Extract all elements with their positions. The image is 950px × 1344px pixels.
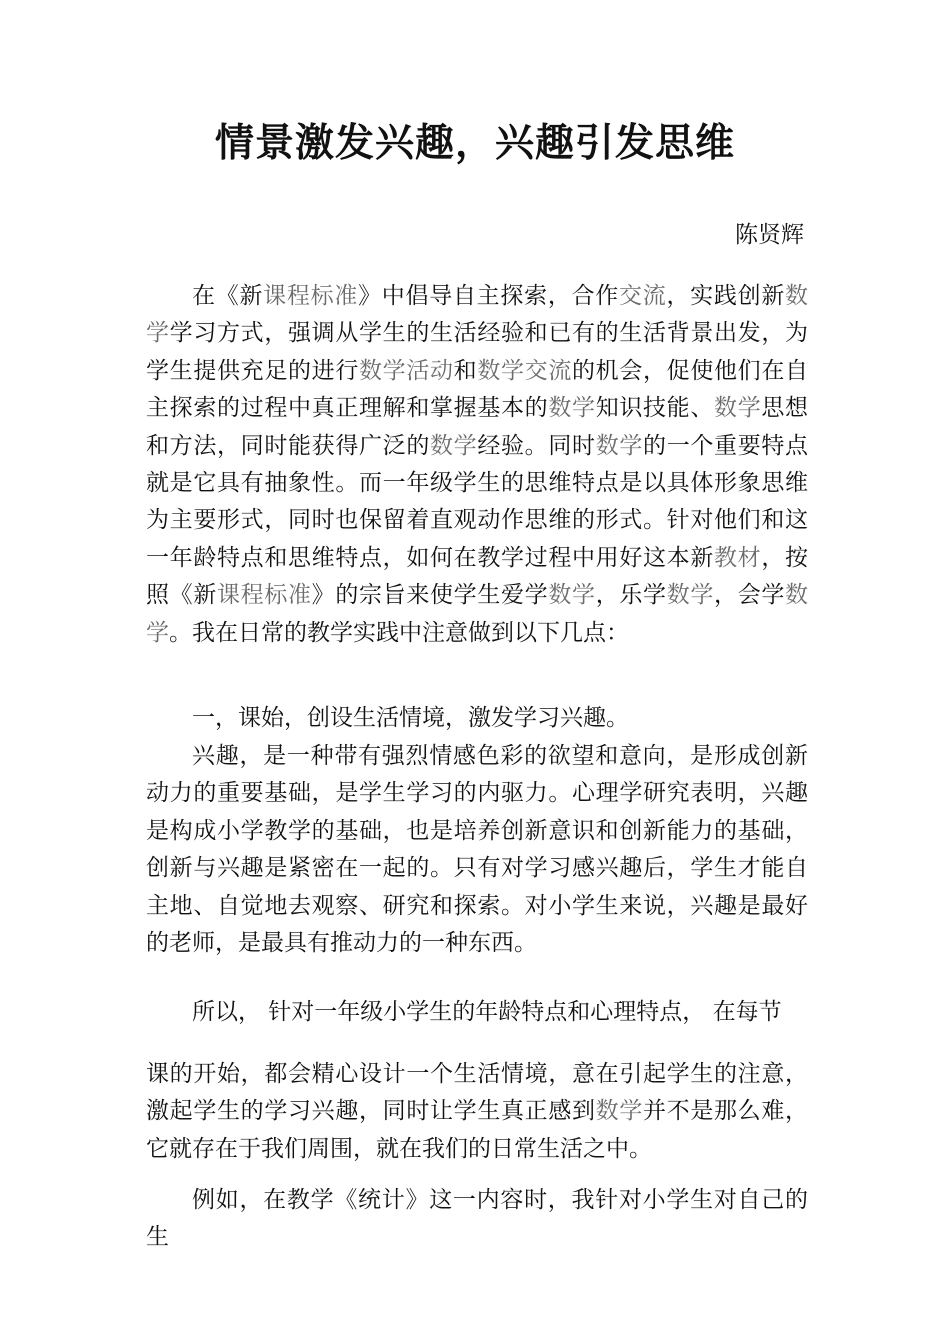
linked-term: 课程标准 xyxy=(263,283,359,309)
linked-term: 数学 xyxy=(146,283,809,347)
linked-term: 课程标准 xyxy=(217,582,312,609)
text-run: ，会学 xyxy=(714,582,786,609)
linked-term: 数学 xyxy=(146,582,809,646)
text-run: 课的开始，都会精心设计一个生活情境，意在引起学生的注意，激起学生的学习兴趣，同时让学生真正感到 xyxy=(146,1061,808,1125)
author-name: 陈贤辉 xyxy=(735,222,804,248)
linked-term: 数学交流 xyxy=(477,357,573,384)
paragraph-therefore-continued xyxy=(146,1056,808,1168)
linked-term: 数学 xyxy=(548,395,596,422)
text-run: 的一个重要特点就是它具有抽象性。而一年级学生的思维特点是以具体形象思维为主要形式，同时也保留着直观动作思维的形式。针对他们和这一年龄特点和思维特点，如何在教学过程中用好这本新 xyxy=(146,432,809,571)
text-run: 经验。同时 xyxy=(477,432,596,459)
text-run: 并不是那么难，它就存在于我们周围，就在我们的日常生活之中。 xyxy=(146,1098,809,1162)
paragraph-example: 例如，在教学《统计》这一内容时，我针对小学生对自己的生 xyxy=(146,1187,808,1251)
paragraph-therefore-line: 所以， 针对一年级小学生的年龄特点和心理特点， 在每节 xyxy=(192,999,782,1025)
linked-term: 教材 xyxy=(714,544,762,571)
linked-term: 数学 xyxy=(666,582,715,609)
linked-term: 数学 xyxy=(595,432,644,459)
text-run: ，按照《新 xyxy=(146,544,809,609)
text-run: ，实践创新 xyxy=(666,283,786,309)
section-heading-1: 一，课始，创设生活情境，激发学习兴趣。 xyxy=(192,705,629,731)
linked-term: 数学 xyxy=(595,1098,644,1125)
text-run: 》中倡导自主探索，合作 xyxy=(358,283,619,309)
paragraph-interest: 兴趣，是一种带有强烈情感色彩的欲望和意向，是形成创新动力的重要基础，是学生学习的内驱力。心理学研究表明，兴趣是构成小学教学的基础，也是培养创新意识和创新能力的基础，创新与兴趣是紧密在一起的。只有对学习感兴趣后，学生才能自主地、自觉地去观察、研究和探索。对小学生来说，兴趣是最好的老师，是最具有推动力的一种东西。 xyxy=(146,743,808,957)
linked-term: 数学 xyxy=(548,582,596,609)
document-title: 情景激发兴趣，兴趣引发思维 xyxy=(214,121,735,166)
text-run: 。我在日常的教学实践中注意做到以下几点： xyxy=(169,619,629,646)
text-run: 在《新 xyxy=(192,283,264,309)
text-run: 》的宗旨来使学生爱学 xyxy=(311,582,549,609)
paragraph-intro xyxy=(146,278,808,652)
text-run: 学习方式，强调从学生的生活经验和已有的生活背景出发，为学生提供充足的进行 xyxy=(146,320,809,384)
text-run: 的机会，促使他们在自主探索的过程中真正理解和掌握基本的 xyxy=(146,357,809,422)
linked-term: 交流 xyxy=(618,283,667,309)
linked-term: 数学 xyxy=(714,395,762,422)
linked-term: 数学活动 xyxy=(359,357,454,384)
text-run: ，乐学 xyxy=(595,582,667,609)
text-run: 知识技能、 xyxy=(595,395,715,422)
text-run: 思想和方法，同时能获得广泛的 xyxy=(146,395,809,459)
linked-term: 数学 xyxy=(430,432,478,459)
text-run: 和 xyxy=(453,357,478,384)
